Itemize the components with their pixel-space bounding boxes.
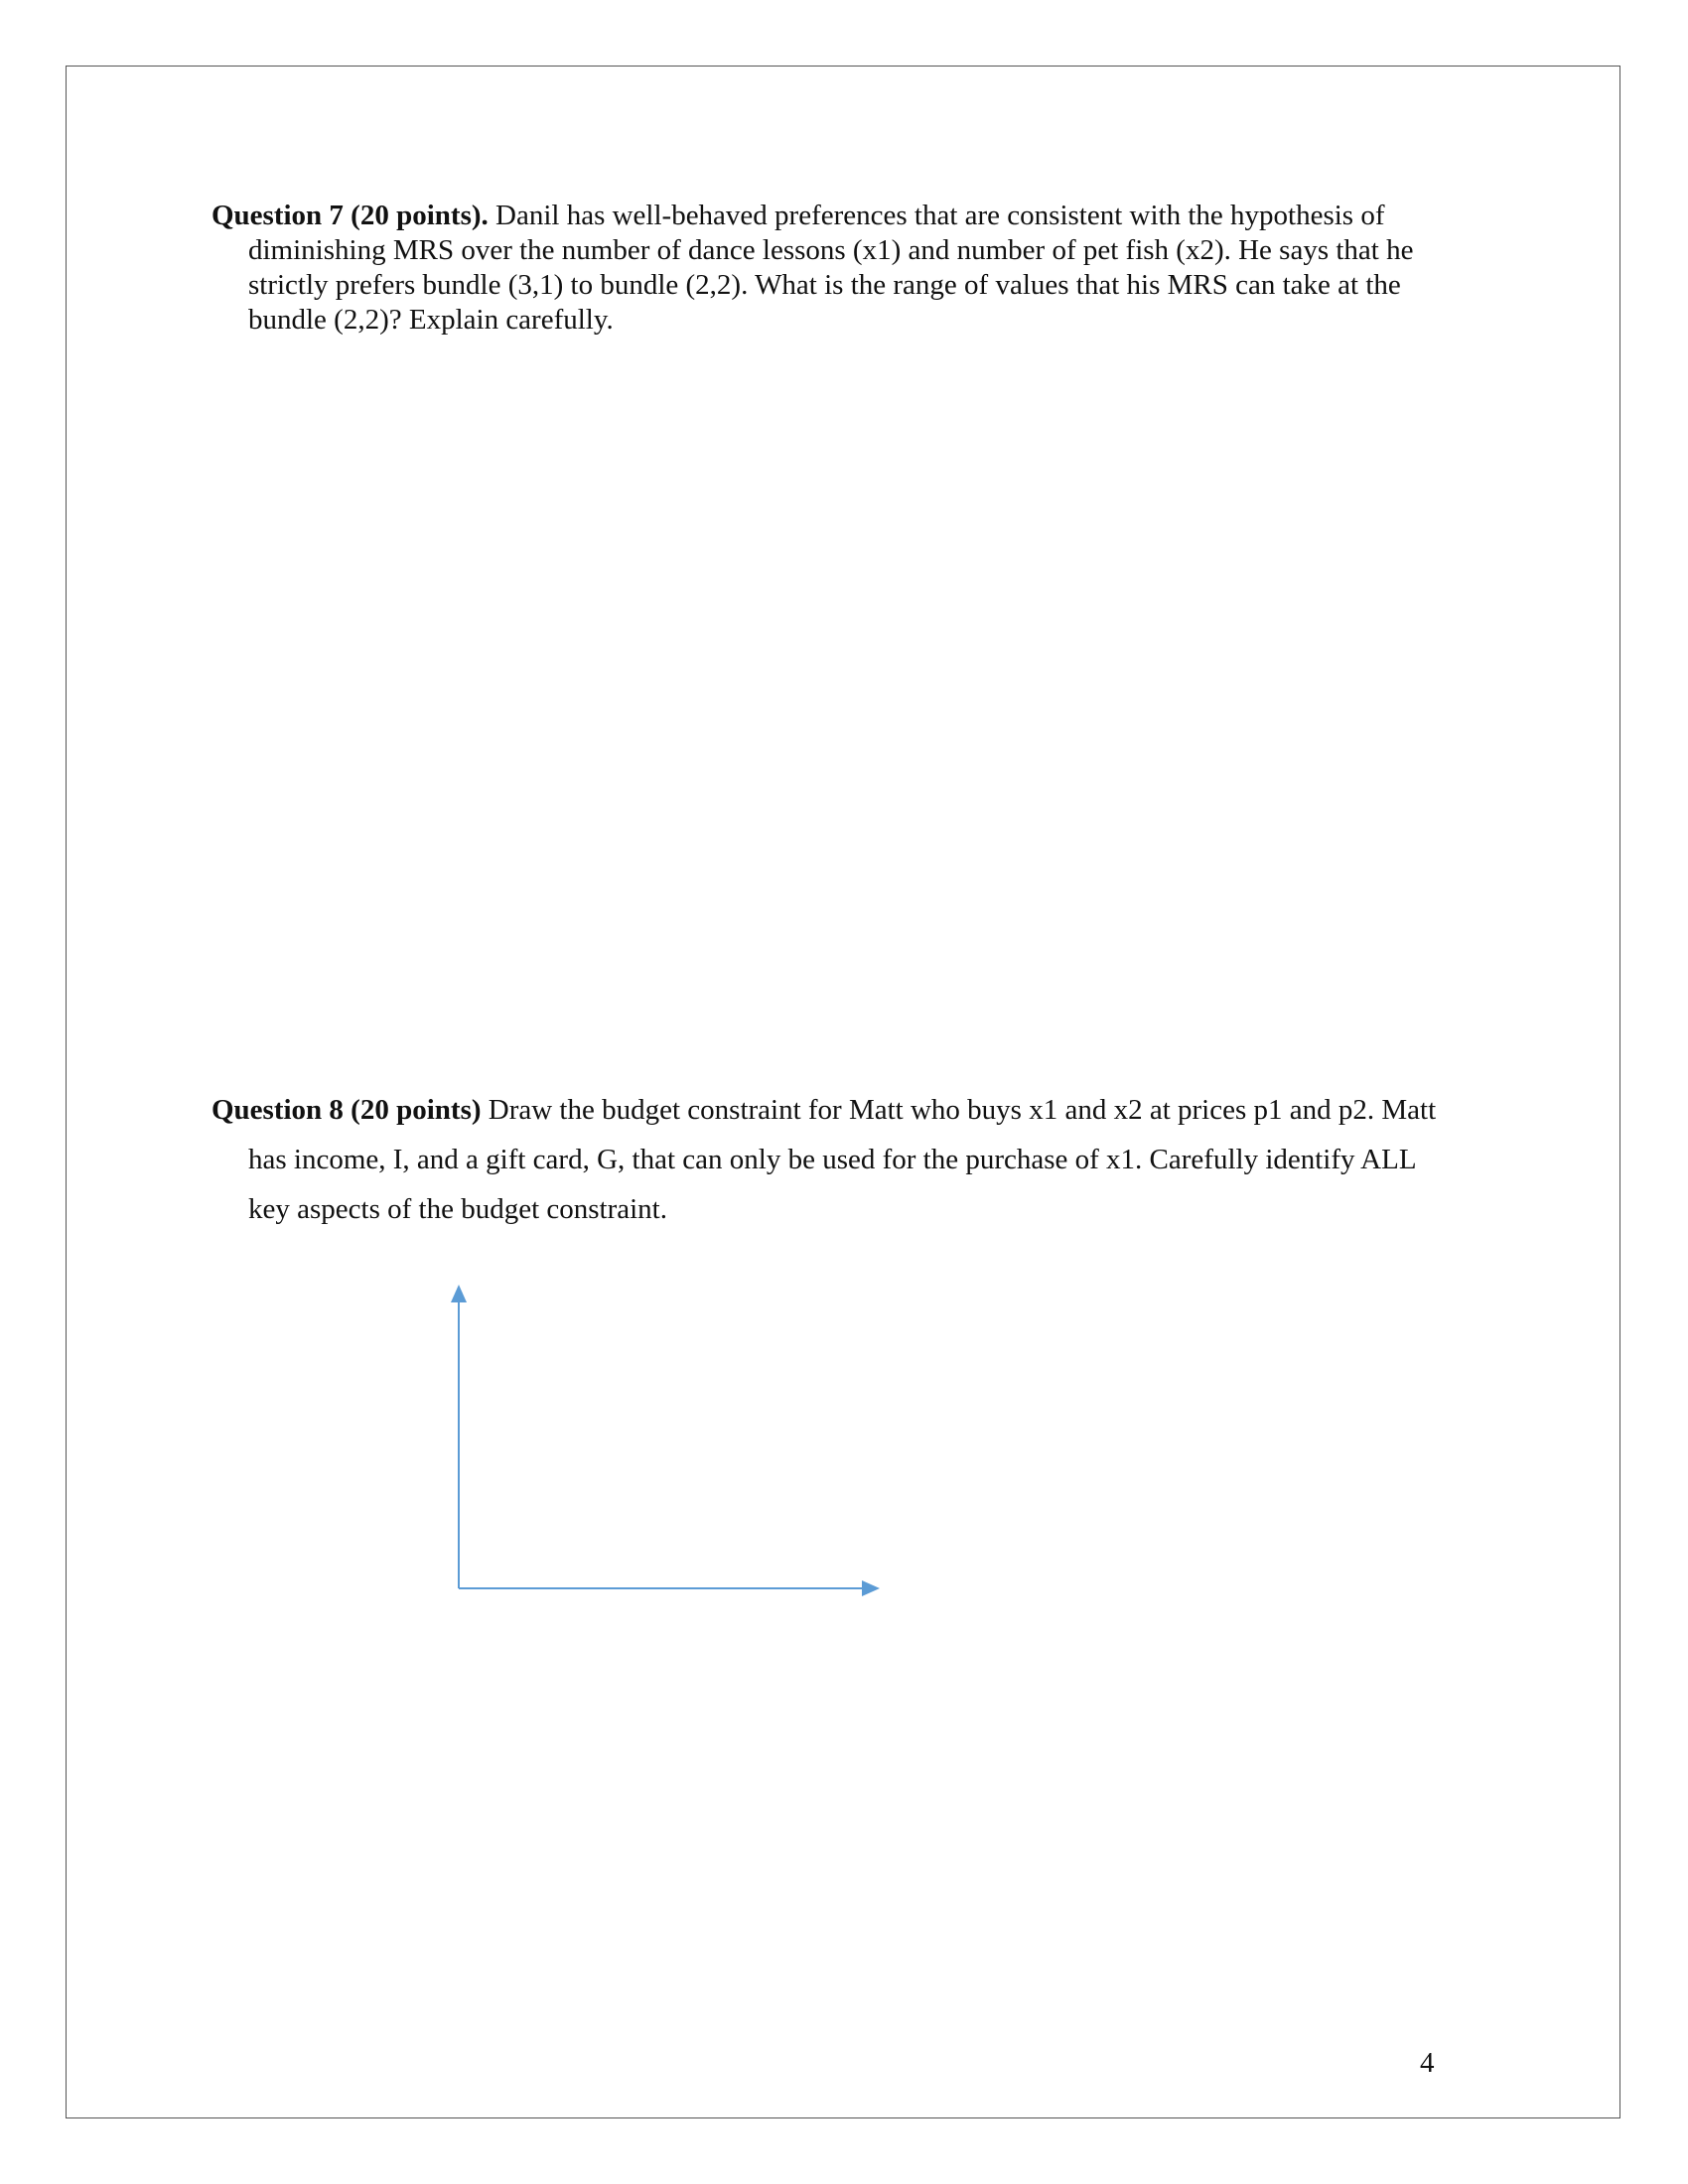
question-7 bbox=[211, 199, 1443, 338]
y-axis-arrowhead bbox=[451, 1285, 467, 1302]
question-8-heading: Question 8 (20 points) bbox=[211, 1094, 482, 1126]
x-axis-arrowhead bbox=[862, 1580, 880, 1596]
question-7-text: Danil has well-behaved preferences that are consistent with the hypothesis of diminishing MRS over the number of dance lessons (x1) and number of pet fish (x2). He says that he strictly prefers bundle (3,1) to bundle (2,2). What is the range of values that his MRS can take at the bundle (2,2)? Explain carefully. bbox=[248, 200, 1414, 336]
blank-axes-diagram bbox=[437, 1281, 894, 1608]
question-7-heading: Question 7 (20 points). bbox=[211, 200, 489, 231]
question-8-text: Draw the budget constraint for Matt who buys x1 and x2 at prices p1 and p2. Matt has income, I, and a gift card, G, that can only be used for the purchase of x1. Carefully identify ALL key aspects of the budget constraint. bbox=[248, 1094, 1437, 1225]
question-8 bbox=[211, 1085, 1443, 1234]
page-number: 4 bbox=[1420, 2047, 1435, 2079]
